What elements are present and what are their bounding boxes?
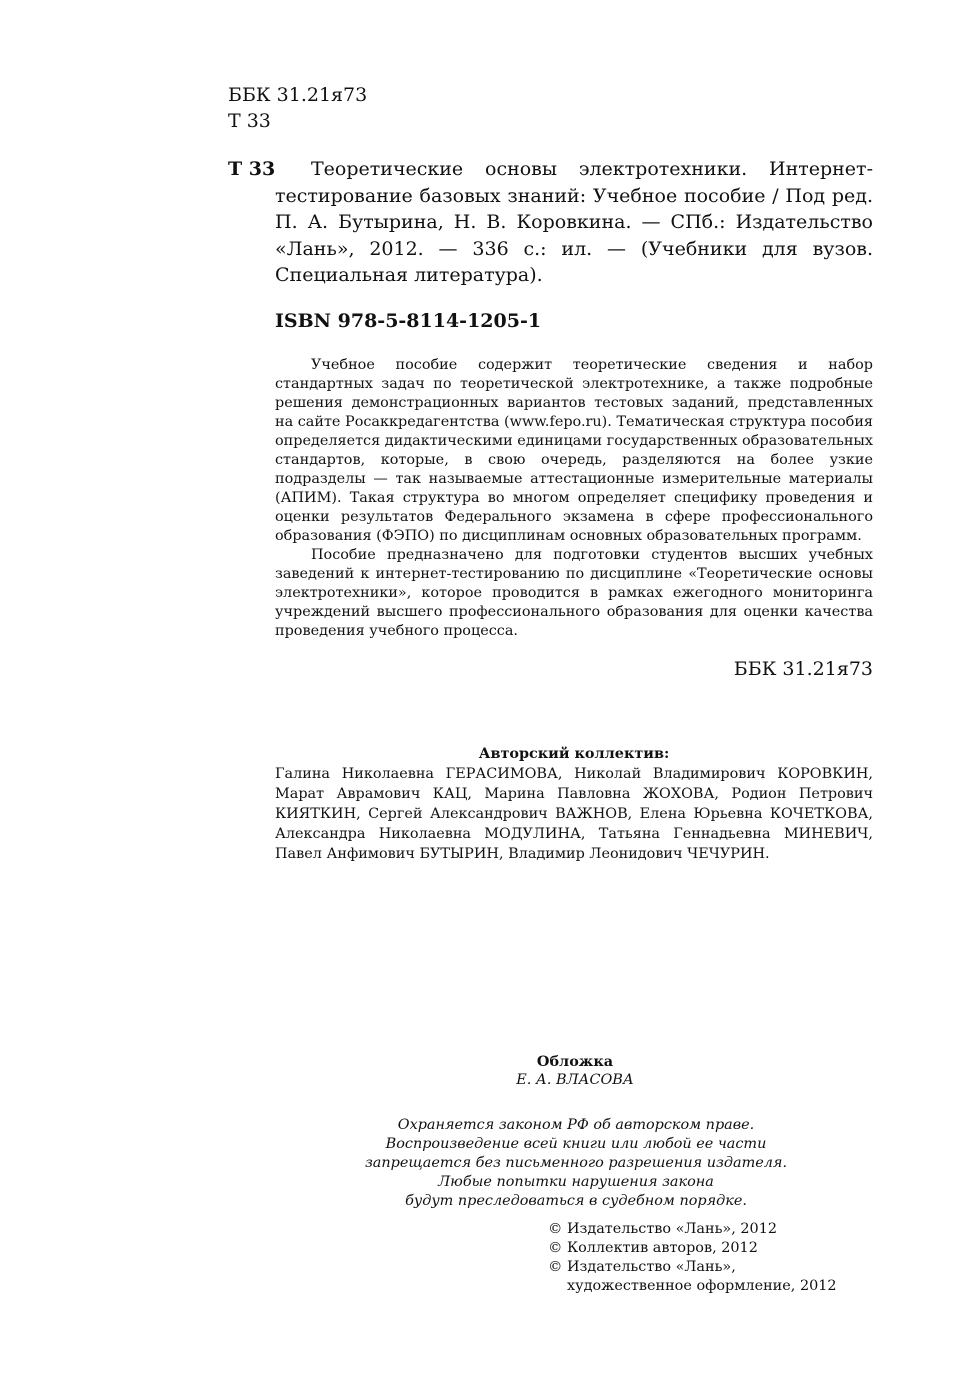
law-line: Любые попытки нарушения закона <box>438 1174 714 1190</box>
bibliographic-entry: Теоретические основы электротехники. Интернет-тестирование базовых знаний: Учебное пособие / Под ред. П. А. Бутырина, Н. В. Коровкина. — СПб.: Издательство «Лань», 2012. — 336 с.: ил. — (Учебники для вузов. Специальная литература). <box>275 158 873 287</box>
copyright-line: © Издательство «Лань», <box>548 1259 736 1275</box>
copyright-line: художественное оформление, 2012 <box>567 1278 837 1294</box>
bbk-code: ББК 31.21я73 <box>228 84 368 106</box>
bbk-header <box>228 82 367 134</box>
law-line: будут преследоваться в судебном порядке. <box>405 1193 747 1209</box>
copyright-line: © Коллектив авторов, 2012 <box>548 1240 758 1256</box>
cover-designer: Е. А. ВЛАСОВА <box>516 1072 634 1088</box>
authors-block <box>275 744 873 864</box>
annotation <box>275 356 873 641</box>
bbk-code-bottom: ББК 31.21я73 <box>733 658 873 680</box>
law-line: запрещается без письменного разрешения издателя. <box>364 1155 788 1171</box>
annotation-paragraph-2: Пособие предназначено для подготовки студентов высших учебных заведений к интернет-тестированию по дисциплине «Теоретические основы электротехники», которое проводится в рамках ежегодного мониторинга учреждений высшего профессионального образования для оценки качества проведения учебного процесса. <box>275 547 873 639</box>
entry-sign: Т 33 <box>228 158 276 180</box>
law-line: Воспроизведение всей книги или любой ее части <box>385 1136 767 1152</box>
law-line: Охраняется законом РФ об авторском праве. <box>397 1117 755 1133</box>
author-sign: Т 33 <box>228 110 271 132</box>
isbn: ISBN 978-5-8114-1205-1 <box>275 310 542 332</box>
copyright-lines <box>548 1220 837 1296</box>
annotation-paragraph-1: Учебное пособие содержит теоретические сведения и набор стандартных задач по теоретической электротехнике, а также подробные решения демонстрационных вариантов тестовых заданий, представленных на сайте Росаккредагентства (www.fepo.ru). Тематическая структура пособия определяется дидактическими единицами государственных образовательных стандартов, которые, в свою очередь, разделяются на более узкие подразделы — так называемые аттестационные измерительные материалы (АПИМ). Такая структура во многом определяет специфику проведения и оценки результатов Федерального экзамена в сфере профессионального образования (ФЭПО) по дисциплинам основных образовательных программ. <box>275 357 873 544</box>
cover-title: Обложка <box>536 1053 614 1070</box>
copyright-line: © Издательство «Лань», 2012 <box>548 1221 778 1237</box>
copyright-law-notice <box>326 1116 826 1211</box>
authors-list: Галина Николаевна ГЕРАСИМОВА, Николай Владимирович КОРОВКИН, Марат Аврамович КАЦ, Марина Павловна ЖОХОВА, Родион Петрович КИЯТКИН, Сергей Александрович ВАЖНОВ, Елена Юрьевна КОЧЕТКОВА, Александра Николаевна МОДУЛИНА, Татьяна Геннадьевна МИНЕВИЧ, Павел Анфимович БУТЫРИН, Владимир Леонидович ЧЕЧУРИН. <box>275 766 873 862</box>
authors-heading: Авторский коллектив: <box>478 745 670 762</box>
cover-credit <box>400 1052 750 1090</box>
